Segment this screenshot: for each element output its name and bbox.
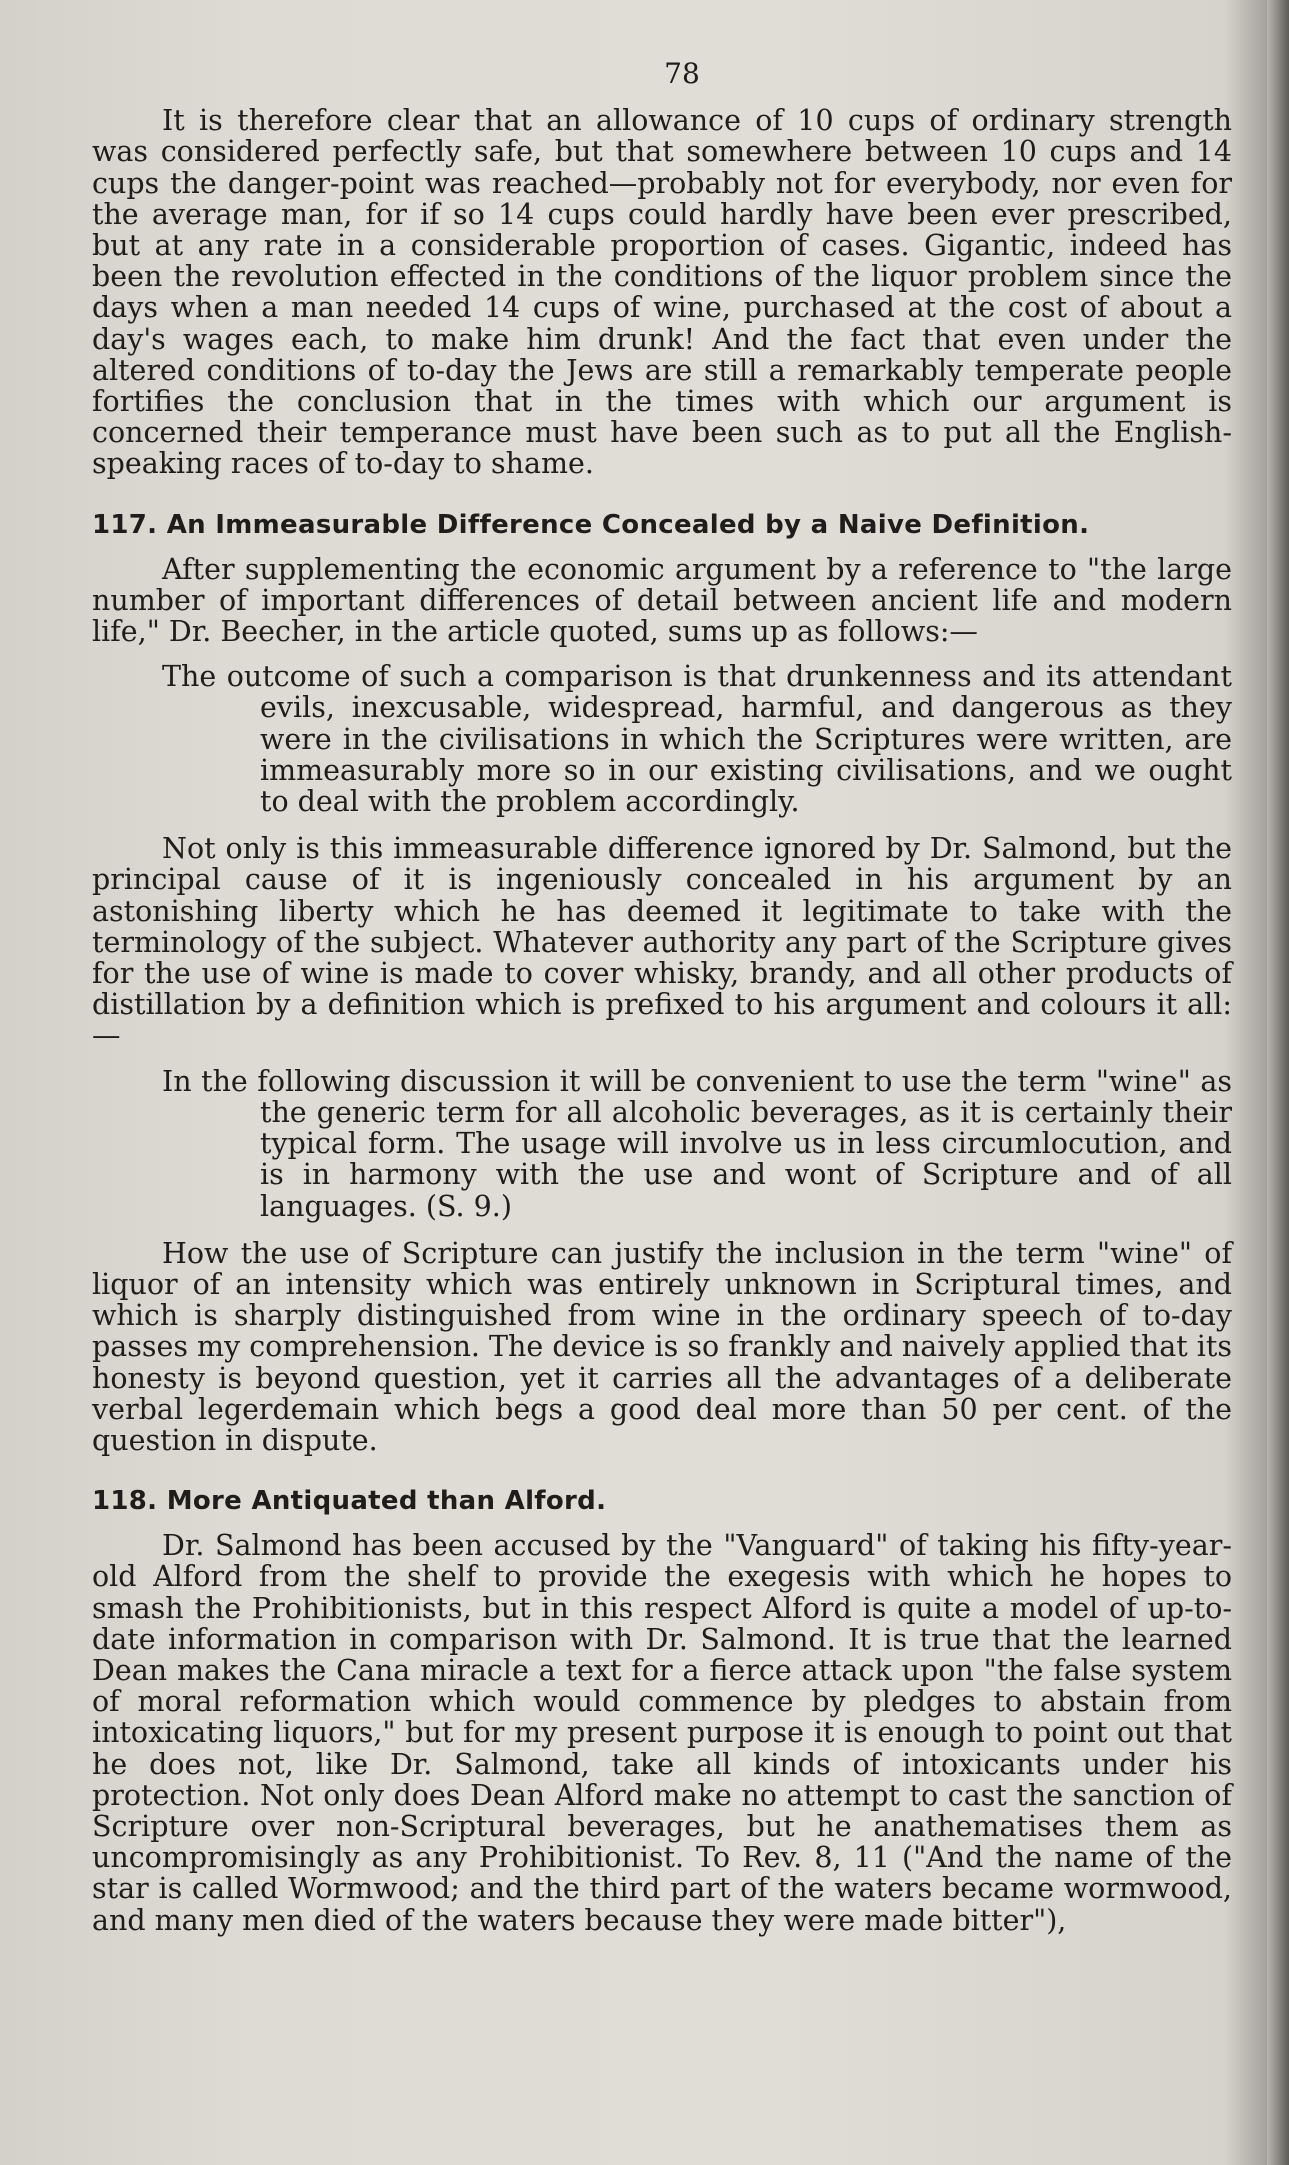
page-content	[92, 58, 1232, 1936]
section-heading-118: 118. More Antiquated than Alford.	[92, 1486, 607, 1517]
paragraph-cups-allowance: It is therefore clear that an allowance of 10 cups of ordinary strength was considered perfectly safe, but that somewhere between 10 cups and 14 cups the danger-point was reached—probably not for everybody, nor even for the average man, for if so 14 cups could hardly have been ever prescribed, but at any rate in a considerable proportion of cases. Gigantic, indeed has been the revolution effected in the conditions of the liquor problem since the days when a man needed 14 cups of wine, purchased at the cost of about a day's wages each, to make him drunk! And the fact that even under the altered conditions of to-day the Jews are still a remarkably temperate people fortifies the conclusion that in the times with which our argument is concerned their temperance must have been such as to put all the English-speaking races of to-day to shame.	[92, 104, 1232, 481]
quote-beecher: The outcome of such a comparison is that drunkenness and its attendant evils, inexcusable, widespread, harmful, and dangerous as they were in the civilisations in which the Scriptures were written, are immeasurably more so in our existing civilisations, and we ought to deal with the problem accordingly.	[162, 660, 1232, 819]
page-number: 78	[664, 57, 700, 90]
paragraph-alford: Dr. Salmond has been accused by the "Vanguard" of taking his fifty-year-old Alford from the shelf to provide the exegesis with which he hopes to smash the Prohibitionists, but in this respect Alford is quite a model of up-to-date information in comparison with Dr. Salmond. It is true that the learned Dean makes the Cana miracle a text for a fierce attack upon "the false system of moral reformation which would commence by pledges to abstain from intoxicating liquors," but for my present purpose it is enough to point out that he does not, like Dr. Salmond, take all kinds of intoxicants under his protection. Not only does Dean Alford make no attempt to cast the sanction of Scripture over non-Scriptural beverages, but he anathematises them as uncompromisingly as any Prohibitionist. To Rev. 8, 11 ("And the name of the star is called Wormwood; and the third part of the waters became wormwood, and many men died of the waters because they were made bitter"),	[92, 1529, 1232, 1937]
paragraph-salmond-definition: Not only is this immeasurable difference ignored by Dr. Salmond, but the principal cause of it is ingeniously concealed in his argument by an astonishing liberty which he has deemed it legitimate to take with the terminology of the subject. Whatever authority any part of the Scripture gives for the use of wine is made to cover whisky, brandy, and all other products of distillation by a definition which is prefixed to his argument and colours it all:—	[92, 832, 1232, 1053]
page-binding-shadow	[1267, 0, 1289, 2165]
quote-salmond: In the following discussion it will be convenient to use the term "wine" as the generic term for all alcoholic beverages, as it is certainly their typical form. The usage will involve us in less circumlocution, and is in harmony with the use and wont of Scripture and of all languages. (S. 9.)	[162, 1064, 1232, 1223]
paragraph-beecher-intro: After supplementing the economic argument by a reference to "the large number of important differences of detail between ancient life and modern life," Dr. Beecher, in the article quoted, sums up as follows:—	[92, 552, 1232, 649]
paragraph-scripture-justify: How the use of Scripture can justify the inclusion in the term "wine" of liquor of an intensity which was entirely unknown in Scriptural times, and which is sharply distinguished from wine in the ordinary speech of to-day passes my comprehension. The device is so frankly and naively applied that its honesty is beyond question, yet it carries all the advantages of a deliberate verbal legerdemain which begs a good deal more than 50 per cent. of the question in dispute.	[92, 1236, 1232, 1457]
section-heading-117: 117. An Immeasurable Difference Concealed by a Naive Definition.	[92, 509, 1090, 540]
